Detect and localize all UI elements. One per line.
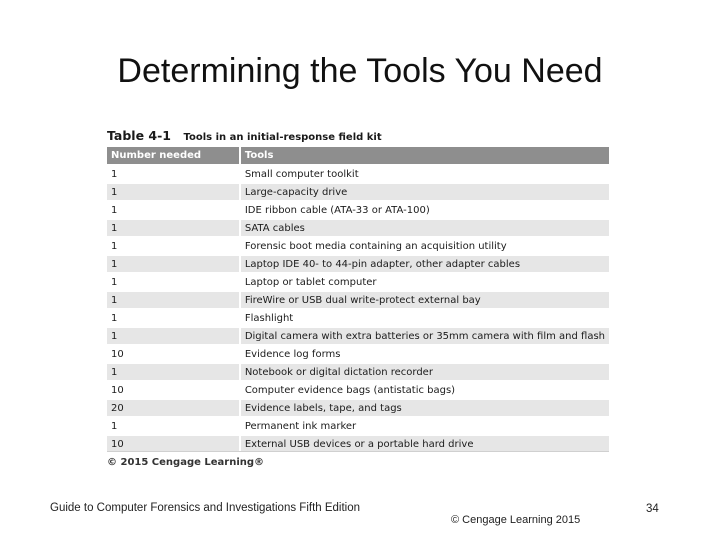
tools-table — [107, 147, 609, 452]
cell-number-needed: 1 — [107, 182, 241, 200]
cell-tool: Permanent ink marker — [241, 416, 609, 434]
table-row — [107, 398, 609, 416]
table-caption — [107, 128, 607, 143]
cell-number-needed: 1 — [107, 416, 241, 434]
footer-copyright: © Cengage Learning 2015 — [451, 514, 581, 526]
cell-tool: Laptop IDE 40- to 44-pin adapter, other adapter cables — [241, 254, 609, 272]
table-row — [107, 254, 609, 272]
cell-tool: SATA cables — [241, 218, 609, 236]
cell-number-needed: 20 — [107, 398, 241, 416]
cell-number-needed: 10 — [107, 434, 241, 452]
table-row — [107, 326, 609, 344]
cell-number-needed: 1 — [107, 218, 241, 236]
cell-tool: FireWire or USB dual write-protect external bay — [241, 290, 609, 308]
cell-number-needed: 1 — [107, 254, 241, 272]
cell-number-needed: 10 — [107, 380, 241, 398]
cell-number-needed: 10 — [107, 344, 241, 362]
cell-tool: Large-capacity drive — [241, 182, 609, 200]
table-row — [107, 434, 609, 452]
table-row — [107, 362, 609, 380]
table-caption-text: Tools in an initial-response field kit — [183, 132, 382, 143]
cell-number-needed: 1 — [107, 272, 241, 290]
cell-tool: Small computer toolkit — [241, 164, 609, 182]
table-row — [107, 200, 609, 218]
cell-number-needed: 1 — [107, 236, 241, 254]
cell-tool: Forensic boot media containing an acquisition utility — [241, 236, 609, 254]
table-row — [107, 164, 609, 182]
table-row — [107, 290, 609, 308]
cell-tool: Evidence log forms — [241, 344, 609, 362]
table-row — [107, 416, 609, 434]
cell-tool: Digital camera with extra batteries or 35mm camera with film and flash — [241, 326, 609, 344]
table-bottom-rule — [107, 451, 609, 452]
table-row — [107, 218, 609, 236]
table-credit: © 2015 Cengage Learning® — [107, 457, 265, 468]
cell-tool: Evidence labels, tape, and tags — [241, 398, 609, 416]
cell-tool: Laptop or tablet computer — [241, 272, 609, 290]
header-number-needed: Number needed — [107, 147, 241, 164]
table-body — [107, 164, 609, 452]
page-number: 34 — [646, 503, 659, 515]
cell-tool: Flashlight — [241, 308, 609, 326]
cell-number-needed: 1 — [107, 290, 241, 308]
cell-number-needed: 1 — [107, 362, 241, 380]
cell-number-needed: 1 — [107, 200, 241, 218]
slide-title: Determining the Tools You Need — [117, 52, 603, 90]
table-row — [107, 344, 609, 362]
header-tools: Tools — [241, 147, 609, 164]
cell-number-needed: 1 — [107, 326, 241, 344]
table-row — [107, 182, 609, 200]
cell-number-needed: 1 — [107, 164, 241, 182]
cell-tool: Notebook or digital dictation recorder — [241, 362, 609, 380]
table-header-row — [107, 147, 609, 164]
table-row — [107, 380, 609, 398]
table-number: Table 4-1 — [107, 128, 171, 143]
table-row — [107, 272, 609, 290]
cell-tool: External USB devices or a portable hard drive — [241, 434, 609, 452]
table-row — [107, 236, 609, 254]
cell-tool: IDE ribbon cable (ATA-33 or ATA-100) — [241, 200, 609, 218]
footer-book-title: Guide to Computer Forensics and Investigations Fifth Edition — [50, 502, 361, 514]
table-row — [107, 308, 609, 326]
cell-tool: Computer evidence bags (antistatic bags) — [241, 380, 609, 398]
cell-number-needed: 1 — [107, 308, 241, 326]
